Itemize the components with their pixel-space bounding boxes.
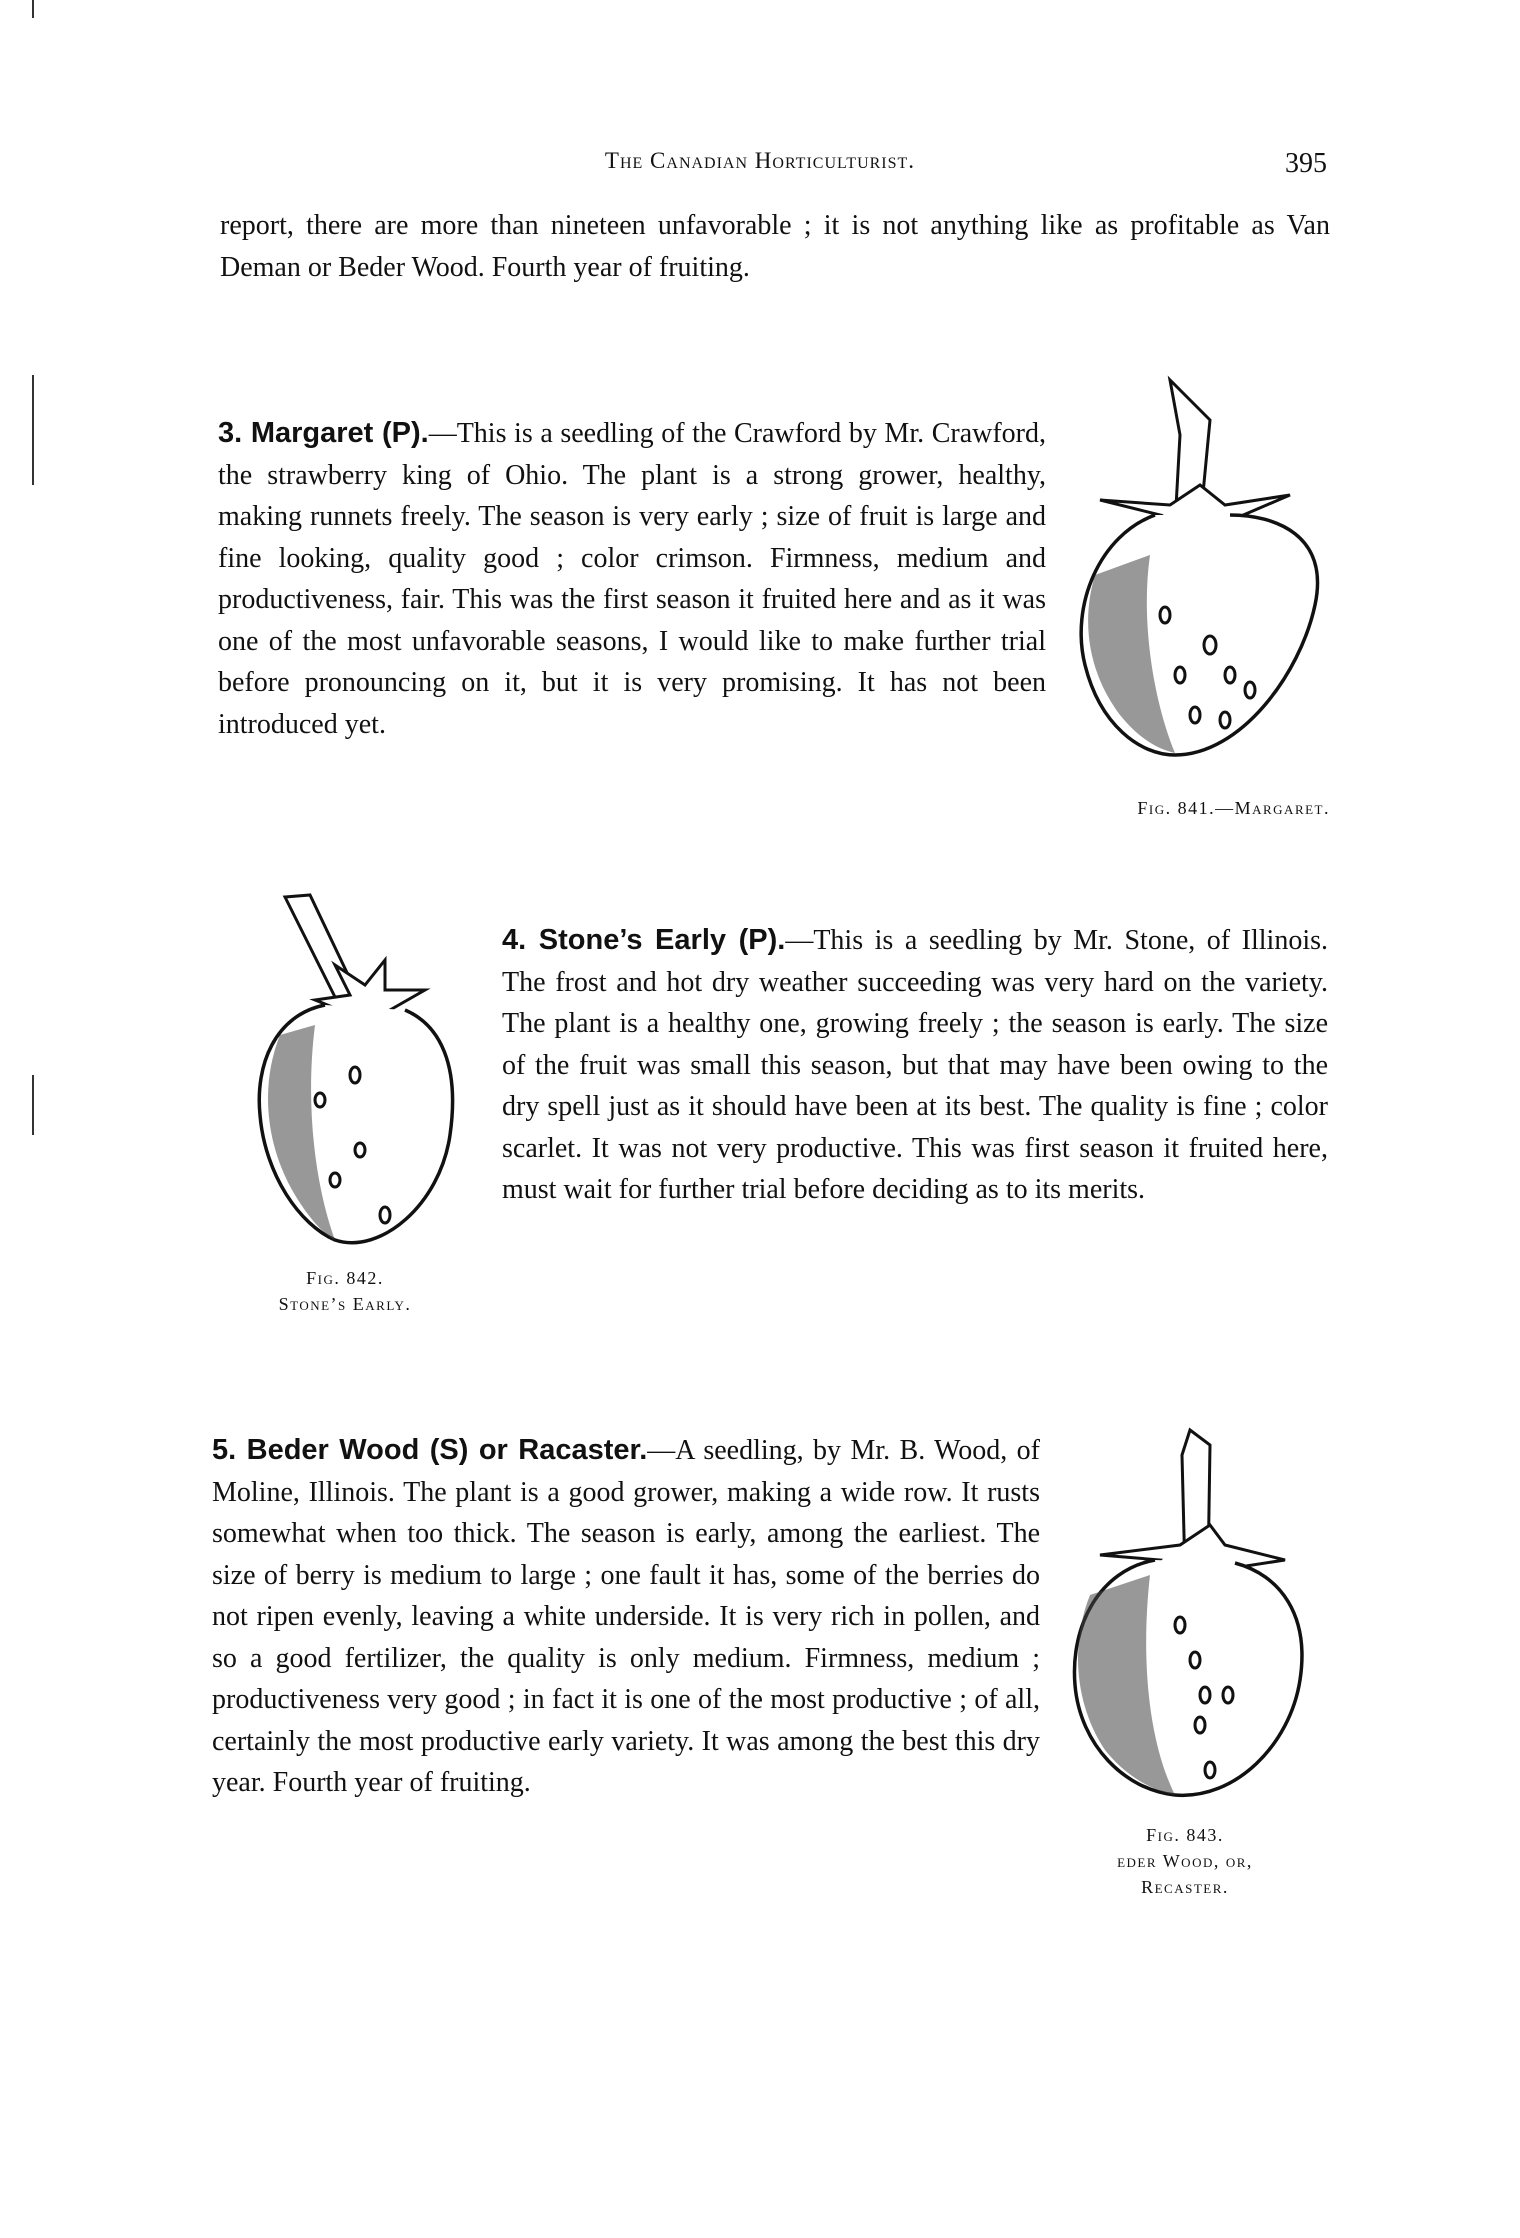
- entry-stones-early: [502, 920, 1328, 1211]
- page-number: 395: [1285, 148, 1327, 179]
- figure-number: Fig. 842.: [306, 1268, 384, 1288]
- entry-body: —A seedling, by Mr. B. Wood, of Moline, Illinois. The plant is a good grower, making a wide row. It rusts somewhat when too thick. The season is early, among the earliest. The size of berry is medium to large ; one fault it has, some of the berries do not ripen evenly, leaving a white underside. It is very rich in pollen, and so a good fertilizer, the quality is only medium. Firmness, medium ; productiveness very good ; in fact it is one of the most productive ; of all, certainly the most productive early variety. It was among the best this dry year. Fourth year of fruiting.: [212, 1435, 1040, 1798]
- strawberry-illustration-beder-wood: [1060, 1425, 1320, 1815]
- running-title: The Canadian Horticulturist.: [604, 148, 916, 173]
- entry-beder-wood: [212, 1430, 1040, 1804]
- scan-margin-line: [32, 0, 34, 18]
- intro-paragraph: report, there are more than nineteen unfavorable ; it is not anything like as profitable as Van Deman or Beder Wood. Fourth year of fruiting.: [220, 210, 1330, 283]
- figure-title: eder Wood, or,: [1117, 1851, 1253, 1871]
- figure-caption: [220, 1265, 470, 1317]
- figure-title-cont: Recaster.: [1141, 1877, 1229, 1897]
- entry-heading: 5. Beder Wood (S) or Racaster.: [212, 1434, 648, 1466]
- strawberry-illustration-stones-early: [240, 885, 480, 1265]
- entry-heading: 4. Stone’s Early (P).: [502, 924, 786, 956]
- entry-heading: 3. Margaret (P).: [218, 417, 429, 449]
- entry-body: —This is a seedling of the Crawford by Mr. Crawford, the strawberry king of Ohio. The plant is a strong grower, healthy, making runnets freely. The season is very early ; size of fruit is large and fine looking, quality good ; color crimson. Firmness, medium and productiveness, fair. This was the first season it fruited here and as it was one of the most unfavorable seasons, I would like to make further trial before pronouncing on it, but it is very promising. It has not been introduced yet.: [218, 418, 1046, 740]
- figure-caption: [1060, 1822, 1310, 1900]
- entry-body: —This is a seedling by Mr. Stone, of Illinois. The frost and hot dry weather succeeding was very hard on the variety. The plant is a healthy one, growing freely ; the season is early. The size of the fruit was small this season, but that may have been owing to the dry spell just as it should have been at its best. The quality is fine ; color scarlet. It was not very productive. This was first season it fruited here, must wait for further trial before deciding as to its merits.: [502, 925, 1329, 1205]
- figure-number: Fig. 843.: [1146, 1825, 1224, 1845]
- strawberry-illustration-margaret: [1060, 375, 1340, 775]
- scan-margin-line: [32, 1075, 34, 1135]
- figure-caption: Fig. 841.—Margaret.: [1137, 798, 1330, 818]
- entry-margaret: [218, 413, 1046, 745]
- scan-margin-line: [32, 375, 34, 485]
- figure-title: Stone’s Early.: [278, 1294, 412, 1314]
